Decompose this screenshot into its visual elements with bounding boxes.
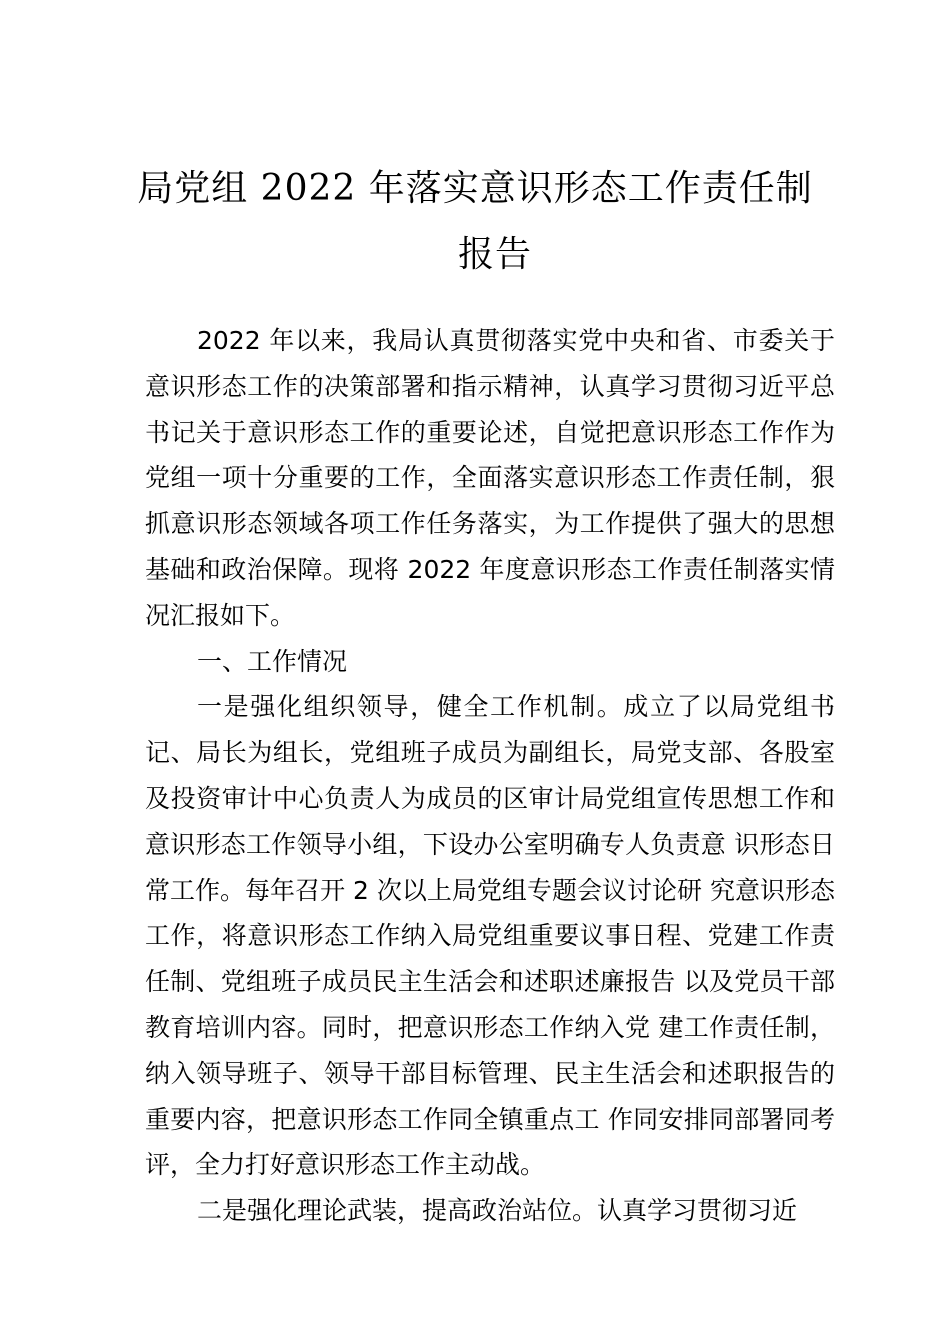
document-body [145,318,835,1234]
document-title-line-1: 局党组 2022 年落实意识形态工作责任制 [137,168,813,209]
intro-paragraph: 2022 年以来，我局认真贯彻落实党中央和省、市委关于意识形态工作的决策部署和指示精神，认真学习贯彻习近平总书记关于意识形态工作的重要论述，自觉把意识形态工作作为党组一项十分重要的工作，全面落实意识形态工作责任制，狠抓意识形态领域各项工作任务落实，为工作提供了强大的思想基础和政治保障。现将 2022 年度意识形态工作责任制落实情况汇报如下。 [145,326,835,630]
paragraph-theory-study: 二是强化理论武装，提高政治站位。认真学习贯彻习近 [197,1196,798,1226]
section-heading-work-status: 一、工作情况 [197,646,348,676]
paragraph-organization-leadership: 一是强化组织领导，健全工作机制。成立了以局党组书记、局长为组长，党组班子成员为副组长，局党支部、各股室及投资审计中心负责人为成员的区审计局党组宣传思想工作和意识形态工作领导小组，下设办公室明确专人负责意 识形态日常工作。每年召开 2 次以上局党组专题会议讨论研 究意识形态工作，将意识形态工作纳入局党组重要议事日程、党建工作责任制、党组班子成员民主生活会和述职述廉报告 以及党员干部教育培训内容。同时，把意识形态工作纳入党 建工作责任制，纳入领导班子、领导干部目标管理、民主生活会和述职报告的重要内容，把意识形态工作同全镇重点工 作同安排同部署同考评，全力打好意识形态工作主动战。 [145,692,835,1180]
document-title-line-2: 报告 [457,234,532,275]
